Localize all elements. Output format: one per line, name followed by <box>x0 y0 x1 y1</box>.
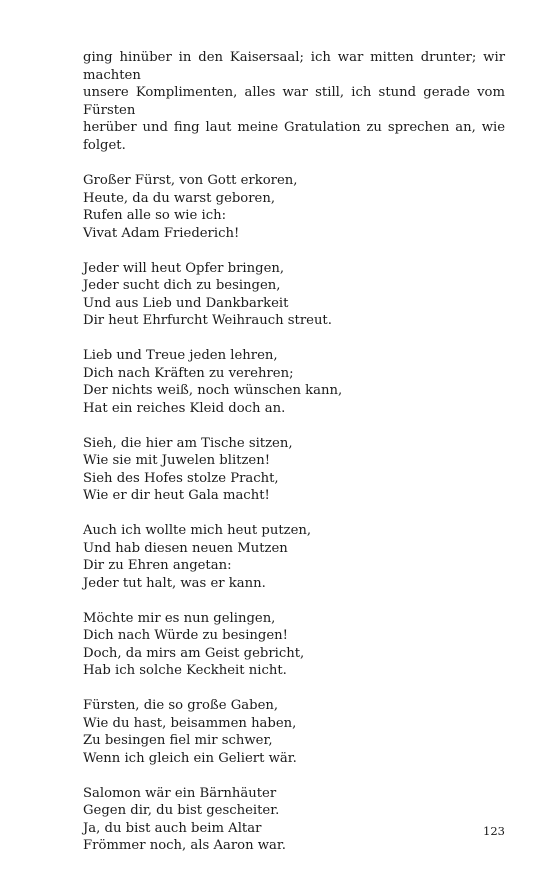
verse-line: Vivat Adam Friederich! <box>83 225 240 241</box>
verse-line: Doch, da mirs am Geist gebricht, <box>83 645 305 661</box>
verse-line: Wie du hast, beisammen haben, <box>83 715 297 731</box>
verse-line: Der nichts weiß, noch wünschen kann, <box>83 383 343 399</box>
verse-line: Jeder sucht dich zu besingen, <box>83 278 281 294</box>
verse-line: Lieb und Treue jeden lehren, <box>83 348 278 364</box>
verse-line: Dir zu Ehren angetan: <box>83 558 232 574</box>
verse-line: Salomon wär ein Bärnhäuter <box>83 785 277 801</box>
verse-line: Großer Fürst, von Gott erkoren, <box>83 173 298 189</box>
verse-line: Sieh des Hofes stolze Pracht, <box>83 470 279 486</box>
verse-line: Möchte mir es nun gelingen, <box>83 610 276 626</box>
verse-line: Frömmer noch, als Aaron war. <box>83 838 286 854</box>
verse-line: Dich nach Kräften zu verehren; <box>83 365 294 381</box>
verse-line: Jeder will heut Opfer bringen, <box>83 260 285 276</box>
stanza-8 <box>83 785 505 855</box>
verse-line: Wie er dir heut Gala macht! <box>83 488 270 504</box>
verse-line: Wie sie mit Juwelen blitzen! <box>83 453 271 469</box>
verse-line: Heute, da du warst geboren, <box>83 190 276 206</box>
verse-line: Jeder tut halt, was er kann. <box>83 575 266 591</box>
verse-line: Sieh, die hier am Tische sitzen, <box>83 435 293 451</box>
stanza-7 <box>83 697 505 767</box>
verse-line: Wenn ich gleich ein Geliert wär. <box>83 750 297 766</box>
verse-line: Auch ich wollte mich heut putzen, <box>83 523 312 539</box>
stanza-6 <box>83 610 505 680</box>
verse-line: Ja, du bist auch beim Altar <box>83 820 262 836</box>
prose-paragraph <box>83 49 505 155</box>
prose-line: ging hinüber in den Kaisersaal; ich war mitten drunter; wir machten <box>83 50 505 83</box>
verse-line: Fürsten, die so große Gaben, <box>83 698 279 714</box>
prose-line: unsere Komplimenten, alles war still, ich stund gerade vom Fürsten <box>83 85 505 118</box>
verse-line: Dich nach Würde zu besingen! <box>83 628 288 644</box>
stanza-5 <box>83 522 505 592</box>
verse-line: Hab ich solche Keckheit nicht. <box>83 663 287 679</box>
page-body <box>83 49 505 872</box>
verse-line: Zu besingen fiel mir schwer, <box>83 733 273 749</box>
stanza-2 <box>83 260 505 330</box>
stanza-3 <box>83 347 505 417</box>
page-number: 123 <box>483 824 505 838</box>
stanza-4 <box>83 435 505 505</box>
poem <box>83 172 505 855</box>
verse-line: Und aus Lieb und Dankbarkeit <box>83 295 289 311</box>
verse-line: Dir heut Ehrfurcht Weihrauch streut. <box>83 313 332 329</box>
verse-line: Gegen dir, du bist gescheiter. <box>83 803 280 819</box>
prose-line: herüber und fing laut meine Gratulation zu sprechen an, wie folget. <box>83 120 505 153</box>
verse-line: Hat ein reiches Kleid doch an. <box>83 400 286 416</box>
verse-line: Und hab diesen neuen Mutzen <box>83 540 288 556</box>
stanza-1 <box>83 172 505 242</box>
verse-line: Rufen alle so wie ich: <box>83 208 227 224</box>
